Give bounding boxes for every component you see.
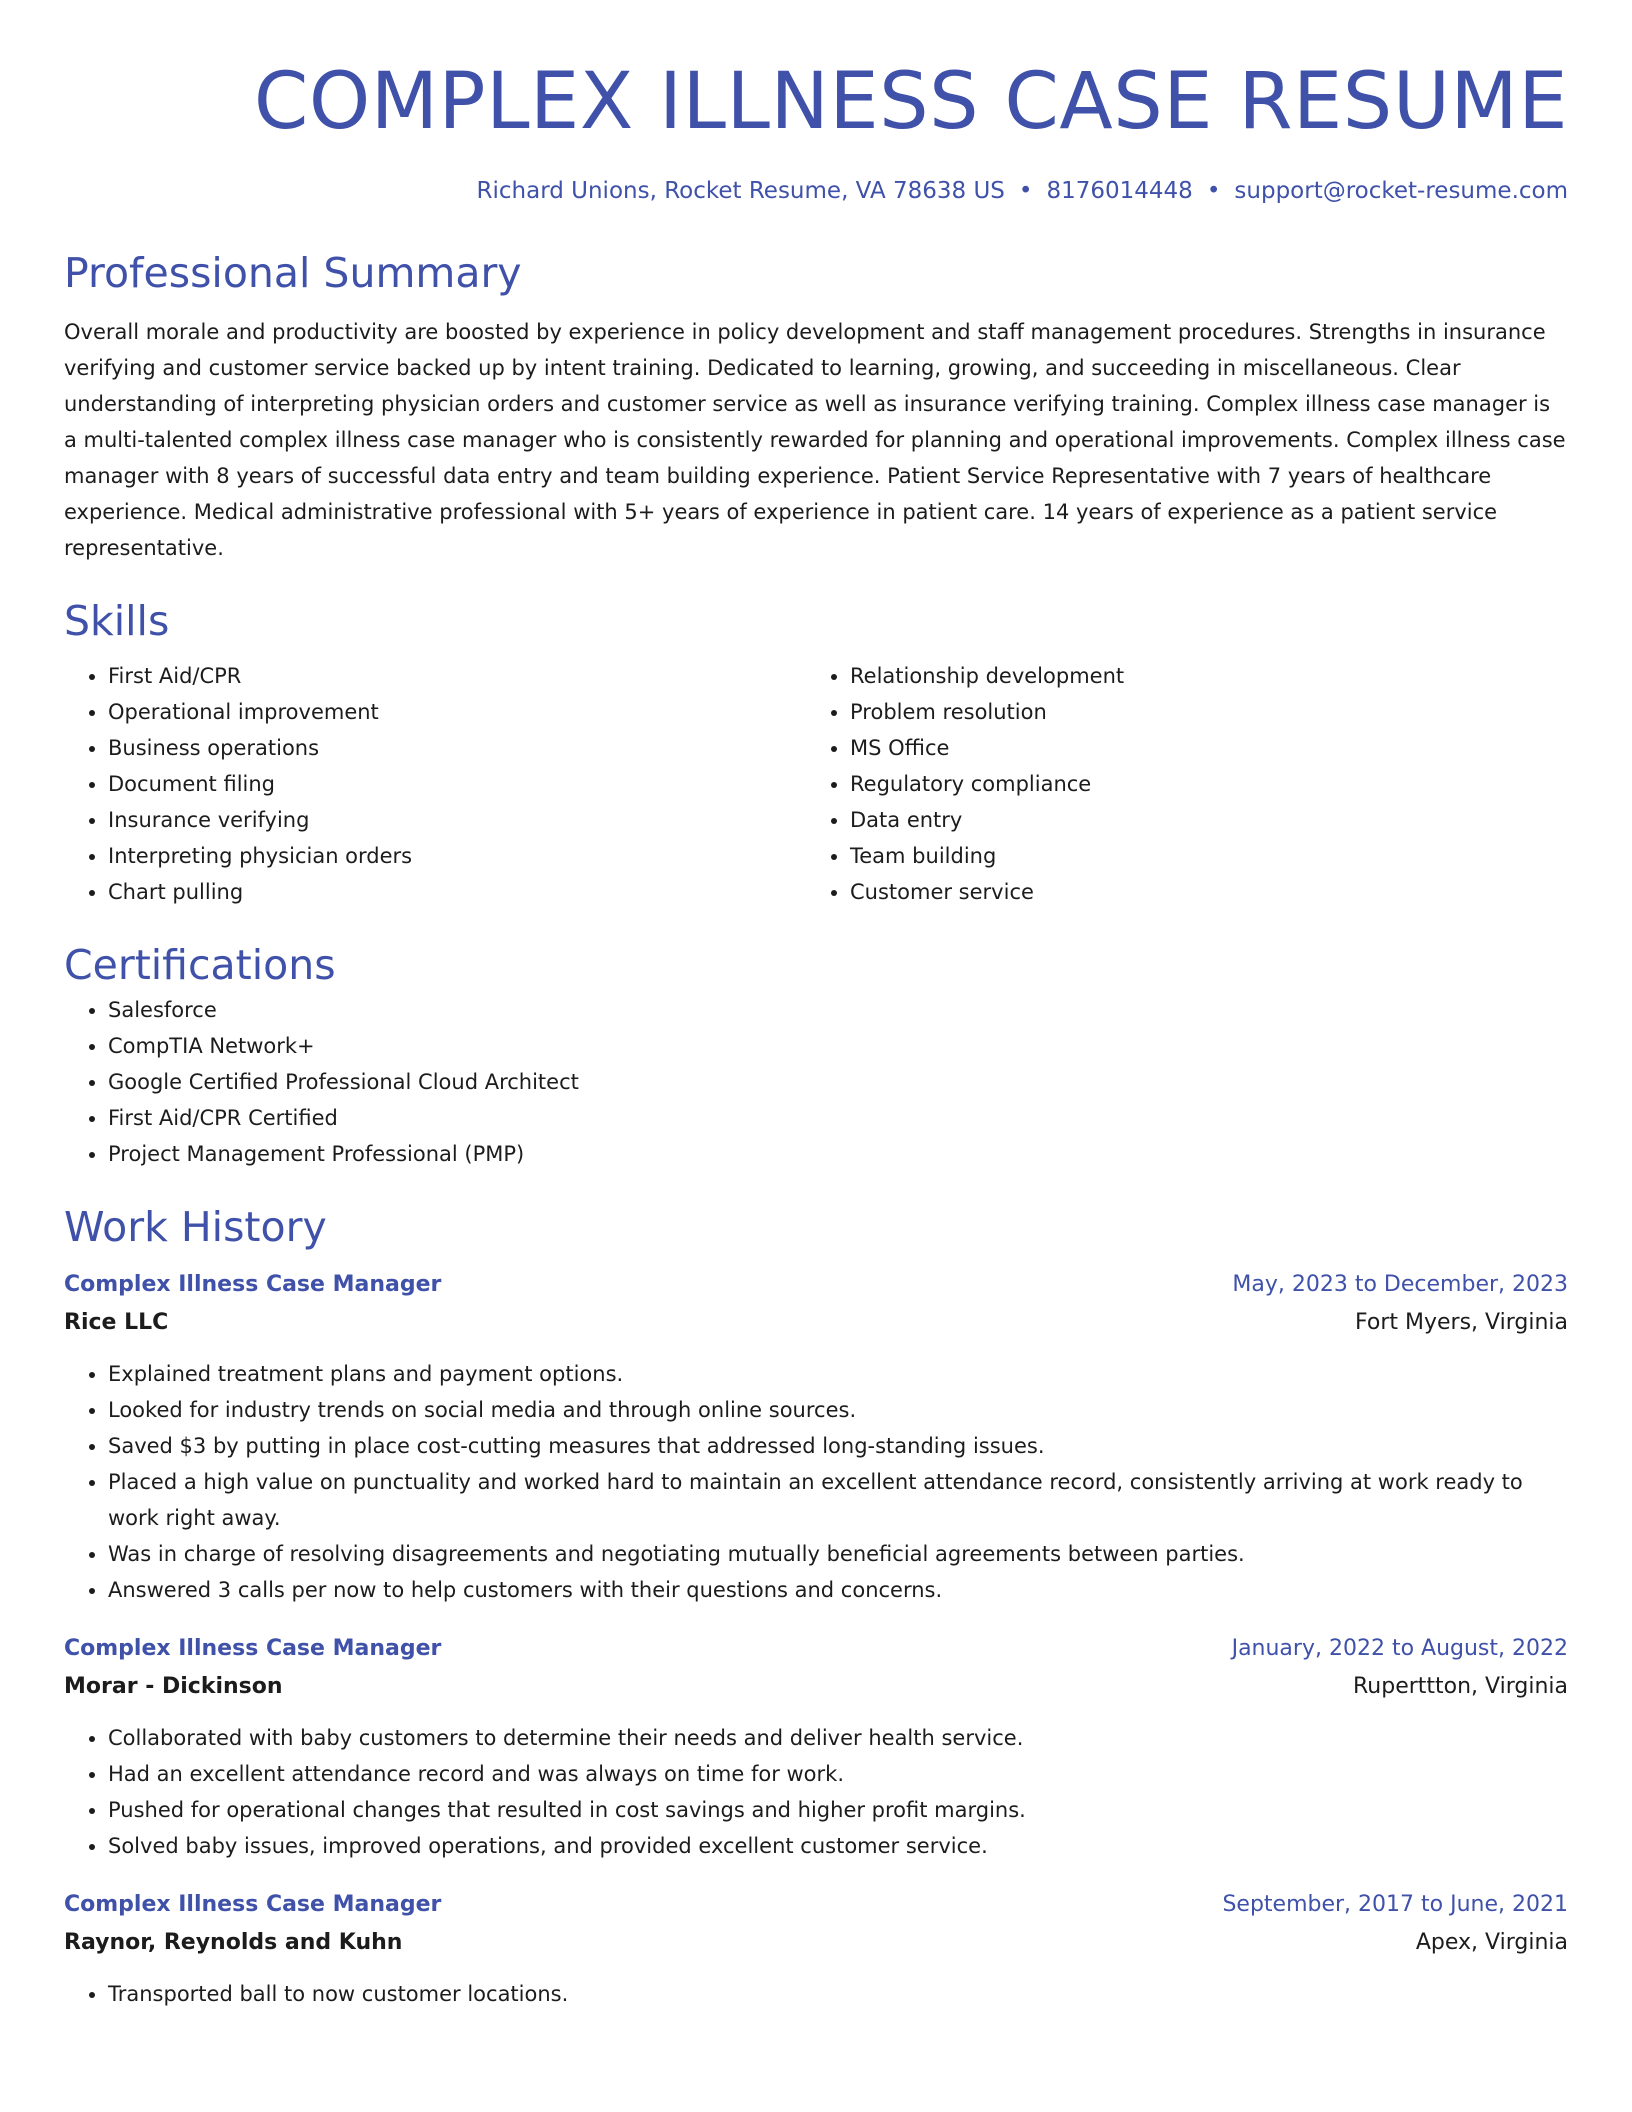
skill-item: • Business operations [108, 730, 806, 766]
certifications-list [64, 992, 1568, 1172]
job-duty: • Explained treatment plans and payment options. [108, 1356, 1568, 1392]
job-duty: • Solved baby issues, improved operations, and provided excellent customer service. [108, 1828, 1568, 1864]
work-history-heading: Work History [64, 1203, 327, 1251]
job-header [64, 1266, 1568, 1304]
job-location: Ruperttton, Virginia [1352, 1674, 1568, 1699]
summary-text: Overall morale and productivity are boosted by experience in policy development and staff management procedures. Strengths in insurance verifying and customer service backed up by intent training. Dedicated to learning, growing, and succeeding in miscellaneous. Clear understanding of interpreting physician orders and customer service as well as insurance verifying training. Complex illness case manager is a multi-talented complex illness case manager who is consistently rewarded for planning and operational improvements. Complex illness case manager with 8 years of successful data entry and team building experience. Patient Service Representative with 7 years of healthcare experience. Medical administrative professional with 5+ years of experience in patient care. 14 years of experience as a patient service representative. [64, 320, 1566, 560]
resume-page [64, 0, 1568, 2012]
contact-address: Richard Unions, Rocket Resume, VA 78638 US [476, 178, 1005, 204]
job-dates: January, 2022 to August, 2022 [1231, 1636, 1568, 1661]
job-title: Complex Illness Case Manager [64, 1272, 442, 1297]
job-company: Raynor, Reynolds and Kuhn [64, 1930, 403, 1955]
job-company: Morar - Dickinson [64, 1674, 283, 1699]
summary-heading: Professional Summary [64, 249, 522, 297]
skill-item: • Customer service [850, 874, 1548, 910]
resume-title: COMPLEX ILLNESS CASE RESUME [253, 57, 1568, 147]
job-header [64, 1886, 1568, 1924]
job-duty: • Placed a high value on punctuality and worked hard to maintain an excellent attendance record, consistently arriving at work ready to work right away. [108, 1464, 1568, 1536]
skills-column-left [64, 658, 806, 910]
skill-item: • Data entry [850, 802, 1548, 838]
job-duties [64, 1356, 1568, 1608]
skill-item: • Document filing [108, 766, 806, 802]
job-duty: • Answered 3 calls per now to help customers with their questions and concerns. [108, 1572, 1568, 1608]
skills-list [64, 658, 1568, 910]
certification-item: • Salesforce [108, 992, 1568, 1028]
job-duty: • Transported ball to now customer locations. [108, 1976, 1568, 2012]
job-title: Complex Illness Case Manager [64, 1892, 442, 1917]
job-company: Rice LLC [64, 1310, 169, 1335]
contact-separator: • [1206, 178, 1221, 204]
job-subheader [64, 1304, 1568, 1342]
job-entry [64, 1266, 1568, 1608]
skill-item: • Problem resolution [850, 694, 1548, 730]
job-dates: September, 2017 to June, 2021 [1222, 1892, 1568, 1917]
contact-email[interactable]: support@rocket-resume.com [1234, 178, 1568, 204]
contact-phone: 8176014448 [1046, 178, 1193, 204]
skill-item: • Chart pulling [108, 874, 806, 910]
job-duty: • Had an excellent attendance record and was always on time for work. [108, 1756, 1568, 1792]
skill-item: • Team building [850, 838, 1548, 874]
skill-item: • Interpreting physician orders [108, 838, 806, 874]
job-duty: • Collaborated with baby customers to determine their needs and deliver health service. [108, 1720, 1568, 1756]
skill-item: • Operational improvement [108, 694, 806, 730]
skill-item: • Regulatory compliance [850, 766, 1548, 802]
certification-item: • Google Certified Professional Cloud Architect [108, 1064, 1568, 1100]
job-duties [64, 1976, 1568, 2012]
job-subheader [64, 1924, 1568, 1962]
job-header [64, 1630, 1568, 1668]
skill-item: • Insurance verifying [108, 802, 806, 838]
certifications-heading: Certifications [64, 941, 336, 989]
certification-item: • First Aid/CPR Certified [108, 1100, 1568, 1136]
job-location: Fort Myers, Virginia [1355, 1310, 1568, 1335]
job-duty: • Saved $3 by putting in place cost-cutting measures that addressed long-standing issues. [108, 1428, 1568, 1464]
job-entry [64, 1630, 1568, 1864]
skill-item: • Relationship development [850, 658, 1548, 694]
skill-item: • MS Office [850, 730, 1548, 766]
job-duty: • Looked for industry trends on social media and through online sources. [108, 1392, 1568, 1428]
contact-line [64, 176, 1568, 206]
skills-heading: Skills [64, 597, 170, 645]
skills-column-right [806, 658, 1548, 910]
skill-item: • First Aid/CPR [108, 658, 806, 694]
job-duty: • Pushed for operational changes that resulted in cost savings and higher profit margins. [108, 1792, 1568, 1828]
job-dates: May, 2023 to December, 2023 [1232, 1272, 1568, 1297]
job-title: Complex Illness Case Manager [64, 1636, 442, 1661]
certification-item: • CompTIA Network+ [108, 1028, 1568, 1064]
job-duties [64, 1720, 1568, 1864]
contact-separator: • [1018, 178, 1033, 204]
resume-header [64, 0, 1568, 206]
job-duty: • Was in charge of resolving disagreements and negotiating mutually beneficial agreements between parties. [108, 1536, 1568, 1572]
job-entry [64, 1886, 1568, 2012]
job-location: Apex, Virginia [1415, 1930, 1568, 1955]
certification-item: • Project Management Professional (PMP) [108, 1136, 1568, 1172]
job-subheader [64, 1668, 1568, 1706]
